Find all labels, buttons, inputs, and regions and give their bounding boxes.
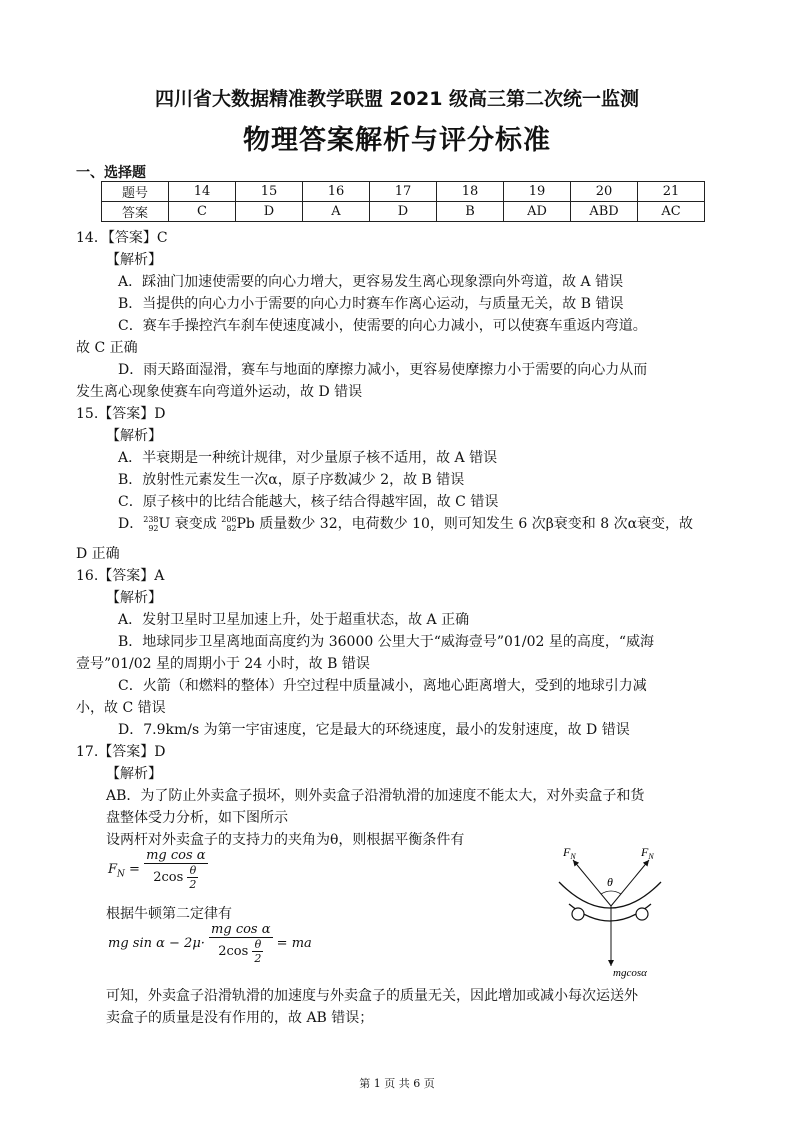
- q14-option-c: C．赛车手操控汽车刹车使速度减小，使需要的向心力减小，可以使赛车重返内弯道。: [118, 318, 647, 334]
- support-force-left: [573, 860, 611, 906]
- fn-label-right: $F_N$: [641, 845, 654, 861]
- q14-option-d: D．雨天路面湿滑，赛车与地面的摩擦力减小，更容易使摩擦力小于需要的向心力从而: [118, 362, 648, 378]
- fn-label-left: $F_N$: [563, 845, 576, 861]
- q16-option-a: A．发射卫星时卫星加速上升，处于超重状态，故 A 正确: [118, 612, 470, 628]
- weight-label: mgcosα: [613, 967, 647, 979]
- formula-normal-force: $F_N$ = mg cos α 2cos $\frac{\theta}{2}$: [108, 848, 206, 891]
- table-cell: D: [370, 202, 437, 222]
- table-cell: D: [236, 202, 303, 222]
- table-cell: 21: [638, 182, 705, 202]
- table-cell: 20: [571, 182, 638, 202]
- q15-option-c: C．原子核中的比结合能越大，核子结合得越牢固，故 C 错误: [118, 494, 499, 510]
- q16-analysis-label: 【解析】: [106, 590, 162, 606]
- q15-answer: 15.【答案】D: [76, 406, 166, 422]
- document-title: 四川省大数据精准教学联盟 2021 级高三第二次统一监测: [154, 88, 640, 110]
- answer-table: [101, 181, 705, 222]
- nuclide-notation: 238 92: [143, 515, 159, 533]
- q16-answer: 16.【答案】A: [76, 568, 165, 584]
- table-cell: ABD: [571, 202, 638, 222]
- table-cell: A: [303, 202, 370, 222]
- angle-arc: [601, 891, 621, 894]
- q16-option-c-cont: 小，故 C 错误: [76, 700, 166, 716]
- section-heading: 一、选择题: [76, 165, 146, 181]
- table-cell: B: [437, 202, 504, 222]
- q16-option-d: D．7.9km/s 为第一宇宙速度，它是最大的环绕速度，最小的发射速度，故 D 错误: [118, 722, 630, 738]
- q17-ab-text: AB．为了防止外卖盒子损坏，则外卖盒子沿滑轨滑的加速度不能太大，对外卖盒子和货: [106, 788, 645, 804]
- q15-option-a: A．半衰期是一种统计规律，对少量原子核不适用，故 A 错误: [118, 450, 498, 466]
- q14-option-d-cont: 发生离心现象使赛车向弯道外运动，故 D 错误: [76, 384, 363, 400]
- wheel-right: [636, 908, 648, 920]
- q14-analysis-label: 【解析】: [106, 252, 162, 268]
- table-cell: C: [169, 202, 236, 222]
- table-header-cell: 题号: [102, 182, 169, 202]
- table-header-cell: 答案: [102, 202, 169, 222]
- force-diagram: [545, 838, 695, 983]
- table-cell: AC: [638, 202, 705, 222]
- q16-option-c: C．火箭（和燃料的整体）升空过程中质量减小，离地心距离增大，受到的地球引力减: [118, 678, 647, 694]
- q15-option-d: D． 238 92 U 衰变成 206 82 Pb 质量数少 32，电荷数少 10，则可知发生 6 次β衰变和 8 次α衰变，故: [118, 515, 694, 533]
- theta-label: θ: [607, 875, 613, 889]
- q16-option-b-cont: 壹号”01/02 星的周期小于 24 小时，故 B 错误: [76, 656, 370, 672]
- table-cell: 15: [236, 182, 303, 202]
- q15-analysis-label: 【解析】: [106, 428, 162, 444]
- q14-option-c-cont: 故 C 正确: [76, 340, 138, 356]
- q15-option-b: B．放射性元素发生一次α，原子序数减少 2，故 B 错误: [118, 472, 465, 488]
- table-cell: 17: [370, 182, 437, 202]
- q17-newton: 根据牛顿第二定律有: [106, 906, 232, 922]
- formula-newton-second-law: mg sin α − 2μ· mg cos α 2cos $\frac{\theta}{2}$ = ma: [108, 922, 312, 965]
- table-row: [102, 202, 705, 222]
- table-cell: 16: [303, 182, 370, 202]
- table-cell: 18: [437, 182, 504, 202]
- q17-analysis-label: 【解析】: [106, 766, 162, 782]
- q17-conclusion-cont: 卖盒子的质量是没有作用的，故 AB 错误；: [106, 1010, 374, 1026]
- q17-conclusion: 可知，外卖盒子沿滑轨滑的加速度与外卖盒子的质量无关，因此增加或减小每次运送外: [106, 988, 638, 1004]
- q15-option-d-cont: D 正确: [76, 546, 120, 562]
- q17-setup: 设两杆对外卖盒子的支持力的夹角为θ，则根据平衡条件有: [106, 832, 465, 848]
- page-footer: 第 1 页 共 6 页: [359, 1077, 435, 1090]
- q14-answer: 14．【答案】C: [76, 230, 168, 246]
- nuclide-notation: 206 82: [221, 515, 237, 533]
- table-cell: 14: [169, 182, 236, 202]
- table-row: [102, 182, 705, 202]
- q14-option-b: B．当提供的向心力小于需要的向心力时赛车作离心运动，与质量无关，故 B 错误: [118, 296, 624, 312]
- q14-option-a: A．踩油门加速使需要的向心力增大，更容易发生离心现象漂向外弯道，故 A 错误: [118, 274, 624, 290]
- support-force-right: [611, 860, 649, 906]
- q17-ab-text-cont: 盘整体受力分析，如下图所示: [106, 810, 288, 826]
- table-cell: 19: [504, 182, 571, 202]
- table-cell: AD: [504, 202, 571, 222]
- q17-answer: 17.【答案】D: [76, 744, 166, 760]
- q16-option-b: B．地球同步卫星离地面高度约为 36000 公里大于“威海壹号”01/02 星的高度，“威海: [118, 634, 654, 650]
- document-subtitle: 物理答案解析与评分标准: [243, 125, 551, 156]
- wheel-left: [572, 908, 584, 920]
